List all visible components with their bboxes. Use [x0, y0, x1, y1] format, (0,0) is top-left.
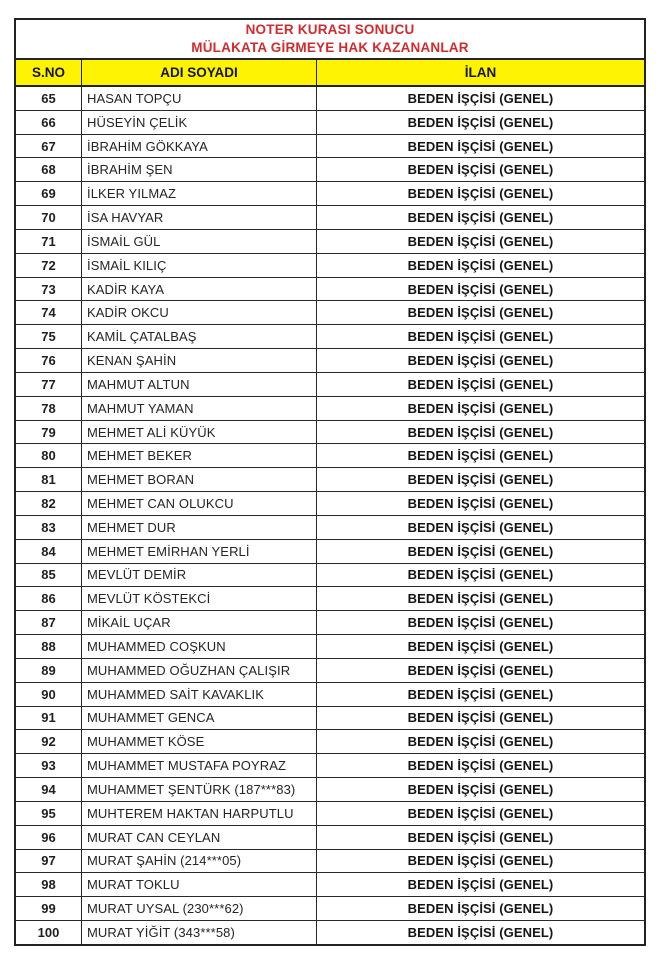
row-ilan: BEDEN İŞÇİSİ (GENEL) [316, 349, 644, 372]
row-name: MEVLÜT DEMİR [81, 564, 316, 587]
row-number: 98 [41, 877, 56, 893]
row-ilan: BEDEN İŞÇİSİ (GENEL) [316, 921, 644, 944]
row-ilan: BEDEN İŞÇİSİ (GENEL) [316, 135, 644, 158]
table-row [16, 849, 644, 873]
row-name: MURAT CAN CEYLAN [81, 826, 316, 849]
row-number: 92 [41, 734, 56, 750]
row-number: 68 [41, 162, 56, 178]
row-ilan: BEDEN İŞÇİSİ (GENEL) [316, 444, 644, 467]
row-name: MEHMET ALİ KÜYÜK [81, 421, 316, 444]
row-name: İSMAİL KILIÇ [81, 254, 316, 277]
row-name: MURAT TOKLU [81, 873, 316, 896]
title-line-1: NOTER KURASI SONUCU [245, 22, 415, 37]
row-name: MAHMUT ALTUN [81, 373, 316, 396]
table-row [16, 348, 644, 372]
table-row [16, 229, 644, 253]
row-number: 95 [41, 805, 56, 821]
table-row [16, 706, 644, 730]
row-ilan: BEDEN İŞÇİSİ (GENEL) [316, 897, 644, 920]
table-row [16, 134, 644, 158]
row-name: MUHAMMET ŞENTÜRK (187***83) [81, 778, 316, 801]
table-row [16, 610, 644, 634]
row-number: 93 [41, 758, 56, 774]
table-row [16, 634, 644, 658]
row-number: 78 [41, 400, 56, 416]
table-body [16, 87, 644, 944]
table-row [16, 729, 644, 753]
row-name: MEHMET DUR [81, 516, 316, 539]
row-ilan: BEDEN İŞÇİSİ (GENEL) [316, 182, 644, 205]
table-title [16, 20, 644, 60]
table-row [16, 872, 644, 896]
row-ilan: BEDEN İŞÇİSİ (GENEL) [316, 301, 644, 324]
row-ilan: BEDEN İŞÇİSİ (GENEL) [316, 826, 644, 849]
row-ilan: BEDEN İŞÇİSİ (GENEL) [316, 683, 644, 706]
table-row [16, 682, 644, 706]
row-number: 79 [41, 424, 56, 440]
row-name: MUHAMMET GENCA [81, 707, 316, 730]
row-number: 81 [41, 472, 56, 488]
row-number: 77 [41, 376, 56, 392]
row-ilan: BEDEN İŞÇİSİ (GENEL) [316, 873, 644, 896]
row-name: MURAT ŞAHİN (214***05) [81, 850, 316, 873]
row-name: MEHMET BORAN [81, 468, 316, 491]
row-ilan: BEDEN İŞÇİSİ (GENEL) [316, 635, 644, 658]
row-ilan: BEDEN İŞÇİSİ (GENEL) [316, 659, 644, 682]
row-name: HASAN TOPÇU [81, 87, 316, 110]
row-name: İSA HAVYAR [81, 206, 316, 229]
row-ilan: BEDEN İŞÇİSİ (GENEL) [316, 516, 644, 539]
row-ilan: BEDEN İŞÇİSİ (GENEL) [316, 802, 644, 825]
row-name: MURAT YİĞİT (343***58) [81, 921, 316, 944]
row-name: HÜSEYİN ÇELİK [81, 111, 316, 134]
table-row [16, 801, 644, 825]
table-row [16, 658, 644, 682]
table-row [16, 563, 644, 587]
row-name: İBRAHİM ŞEN [81, 158, 316, 181]
row-name: MUHAMMED OĞUZHAN ÇALIŞIR [81, 659, 316, 682]
row-ilan: BEDEN İŞÇİSİ (GENEL) [316, 468, 644, 491]
row-number: 99 [41, 901, 56, 917]
row-ilan: BEDEN İŞÇİSİ (GENEL) [316, 492, 644, 515]
row-number: 100 [37, 924, 60, 940]
table-row [16, 515, 644, 539]
table-row [16, 277, 644, 301]
row-number: 97 [41, 853, 56, 869]
row-ilan: BEDEN İŞÇİSİ (GENEL) [316, 87, 644, 110]
row-number: 87 [41, 615, 56, 631]
row-ilan: BEDEN İŞÇİSİ (GENEL) [316, 254, 644, 277]
row-name: MUHAMMED SAİT KAVAKLIK [81, 683, 316, 706]
row-number: 66 [41, 114, 56, 130]
row-number: 70 [41, 210, 56, 226]
row-name: KADİR OKCU [81, 301, 316, 324]
row-name: İBRAHİM GÖKKAYA [81, 135, 316, 158]
row-number: 75 [41, 329, 56, 345]
row-ilan: BEDEN İŞÇİSİ (GENEL) [316, 850, 644, 873]
row-name: KADİR KAYA [81, 278, 316, 301]
row-number: 83 [41, 519, 56, 535]
table-row [16, 753, 644, 777]
row-name: MEHMET EMİRHAN YERLİ [81, 540, 316, 563]
row-ilan: BEDEN İŞÇİSİ (GENEL) [316, 111, 644, 134]
row-ilan: BEDEN İŞÇİSİ (GENEL) [316, 278, 644, 301]
row-ilan: BEDEN İŞÇİSİ (GENEL) [316, 611, 644, 634]
row-name: MUHTEREM HAKTAN HARPUTLU [81, 802, 316, 825]
row-ilan: BEDEN İŞÇİSİ (GENEL) [316, 754, 644, 777]
column-header-sno: S.NO [31, 65, 65, 80]
row-number: 67 [41, 138, 56, 154]
row-ilan: BEDEN İŞÇİSİ (GENEL) [316, 730, 644, 753]
row-name: MEHMET CAN OLUKCU [81, 492, 316, 515]
row-ilan: BEDEN İŞÇİSİ (GENEL) [316, 540, 644, 563]
row-ilan: BEDEN İŞÇİSİ (GENEL) [316, 421, 644, 444]
table-row [16, 825, 644, 849]
results-table [14, 18, 646, 946]
table-row [16, 777, 644, 801]
table-row [16, 372, 644, 396]
row-number: 76 [41, 353, 56, 369]
table-row [16, 324, 644, 348]
table-row [16, 467, 644, 491]
row-name: MAHMUT YAMAN [81, 397, 316, 420]
row-number: 74 [41, 305, 56, 321]
table-row [16, 300, 644, 324]
row-number: 72 [41, 257, 56, 273]
table-row [16, 586, 644, 610]
row-number: 96 [41, 829, 56, 845]
row-number: 65 [41, 90, 56, 106]
row-number: 85 [41, 567, 56, 583]
row-ilan: BEDEN İŞÇİSİ (GENEL) [316, 230, 644, 253]
title-line-2: MÜLAKATA GİRMEYE HAK KAZANANLAR [191, 40, 469, 55]
row-name: MEHMET BEKER [81, 444, 316, 467]
row-number: 71 [41, 233, 56, 249]
table-row [16, 181, 644, 205]
row-ilan: BEDEN İŞÇİSİ (GENEL) [316, 587, 644, 610]
row-number: 86 [41, 591, 56, 607]
table-row [16, 896, 644, 920]
table-row [16, 420, 644, 444]
row-number: 80 [41, 448, 56, 464]
row-number: 84 [41, 543, 56, 559]
table-row [16, 491, 644, 515]
table-row [16, 157, 644, 181]
row-number: 73 [41, 281, 56, 297]
row-name: KAMİL ÇATALBAŞ [81, 325, 316, 348]
row-name: İLKER YILMAZ [81, 182, 316, 205]
column-header-name: ADI SOYADI [81, 60, 316, 85]
row-name: MEVLÜT KÖSTEKCİ [81, 587, 316, 610]
row-ilan: BEDEN İŞÇİSİ (GENEL) [316, 707, 644, 730]
table-header-row [16, 60, 644, 87]
table-row [16, 539, 644, 563]
column-header-ilan: İLAN [316, 60, 644, 85]
row-name: MUHAMMET MUSTAFA POYRAZ [81, 754, 316, 777]
row-name: MUHAMMED COŞKUN [81, 635, 316, 658]
row-number: 90 [41, 686, 56, 702]
row-ilan: BEDEN İŞÇİSİ (GENEL) [316, 206, 644, 229]
row-number: 88 [41, 638, 56, 654]
row-ilan: BEDEN İŞÇİSİ (GENEL) [316, 325, 644, 348]
row-name: KENAN ŞAHİN [81, 349, 316, 372]
row-ilan: BEDEN İŞÇİSİ (GENEL) [316, 397, 644, 420]
table-row [16, 253, 644, 277]
table-row [16, 920, 644, 944]
row-ilan: BEDEN İŞÇİSİ (GENEL) [316, 778, 644, 801]
row-number: 94 [41, 781, 56, 797]
table-row [16, 396, 644, 420]
row-name: İSMAİL GÜL [81, 230, 316, 253]
table-row [16, 205, 644, 229]
row-number: 82 [41, 495, 56, 511]
row-name: MURAT UYSAL (230***62) [81, 897, 316, 920]
row-name: MİKAİL UÇAR [81, 611, 316, 634]
row-name: MUHAMMET KÖSE [81, 730, 316, 753]
table-row [16, 110, 644, 134]
table-row [16, 443, 644, 467]
row-number: 69 [41, 186, 56, 202]
row-ilan: BEDEN İŞÇİSİ (GENEL) [316, 564, 644, 587]
row-ilan: BEDEN İŞÇİSİ (GENEL) [316, 373, 644, 396]
row-ilan: BEDEN İŞÇİSİ (GENEL) [316, 158, 644, 181]
row-number: 89 [41, 662, 56, 678]
table-row [16, 87, 644, 110]
row-number: 91 [41, 710, 56, 726]
